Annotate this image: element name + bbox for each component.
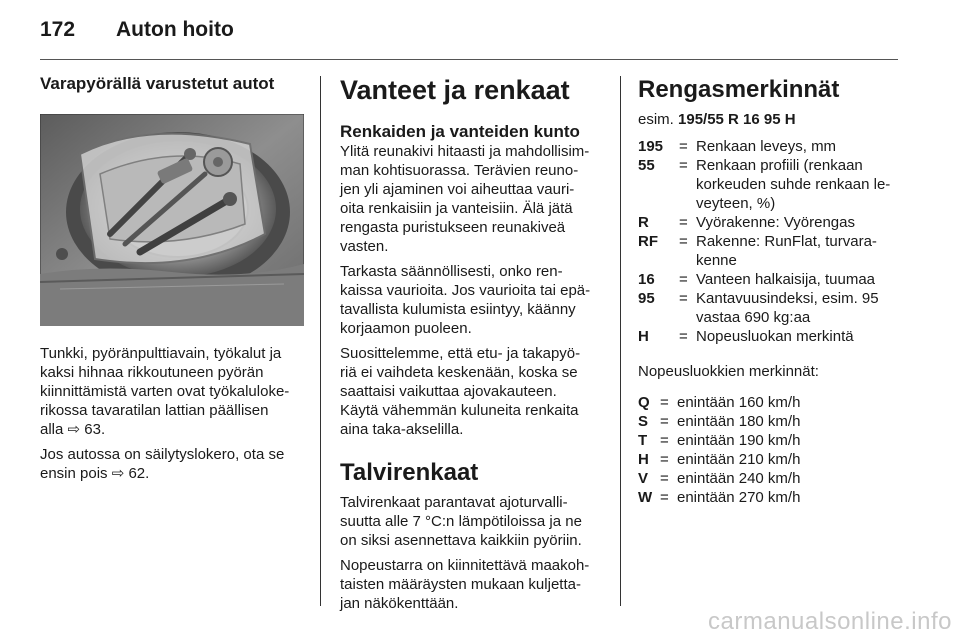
definition-row: R = Vyörakenne: Vyörengas (638, 214, 855, 231)
speed-row: H = enintään 210 km/h (638, 451, 801, 468)
speed-classes-intro: Nopeusluokkien merkinnät: (638, 363, 819, 380)
column-tyre-designations (638, 74, 902, 507)
designation-example: esim. 195/55 R 16 95 H (638, 111, 796, 128)
subsection-title-condition: Renkaiden ja vanteiden kunto (340, 122, 580, 141)
speed-row: V = enintään 240 km/h (638, 470, 801, 487)
paragraph-speed-sticker: Nopeustarra on kiinnitettävä maakoh- taisten määräysten mukaan kuljetta- jan näkökenttään. (340, 557, 590, 612)
page-number: 172 (40, 18, 76, 41)
definition-row: H = Nopeusluokan merkintä (638, 328, 854, 345)
speed-row: T = enintään 190 km/h (638, 432, 801, 449)
speed-classes-list (638, 393, 902, 507)
spare-wheel-tools-photo (40, 114, 304, 326)
definition-row: 16 = Vanteen halkaisija, tuumaa (638, 271, 876, 288)
section-title-wheels-tyres: Vanteet ja renkaat (340, 75, 570, 105)
header-rule (40, 59, 898, 60)
page-header (40, 18, 234, 48)
paragraph-rotation: Suosittelemme, että etu- ja takapyö- riä ei vaihdeta keskenään, koska se saattaisi vaikuttaa ajovakauteen. Käytä vähemmän kuluneita renkaita aina taka-akselilla. (340, 345, 581, 438)
paragraph-kerb: Ylitä reunakivi hitaasti ja mahdollisim- man kohtisuorassa. Terävien reuno- jen yli ajaminen voi aiheuttaa vauri- oita renkaisiin ja vanteisiin. Älä jätä rengasta puristukseen reunakiveä vasten. (340, 143, 590, 255)
paragraph-inspection: Tarkasta säännöllisesti, onko ren- kaissa vaurioita. Jos vaurioita tai epä- tavallista kulumista esiintyy, käänny korjaamon puoleen. (340, 263, 591, 337)
column-wheels-tyres (340, 74, 606, 613)
definition-row: 55 = Renkaan profiili (renkaan korkeuden suhde renkaan le- veyteen, %) (638, 157, 891, 212)
column-divider (320, 76, 321, 606)
watermark: carmanualsonline.info (708, 608, 952, 635)
chapter-title: Auton hoito (116, 18, 234, 41)
definition-row: 195 = Renkaan leveys, mm (638, 138, 837, 155)
definition-row: RF = Rakenne: RunFlat, turvara- kenne (638, 233, 877, 269)
storage-tray-text: Jos autossa on säilytyslokero, ota se ensin pois ⇨ 62. (40, 446, 285, 482)
column-divider (620, 76, 621, 606)
section-heading-spare-wheel: Varapyörällä varustetut autot (40, 74, 275, 93)
section-title-winter-tyres: Talvirenkaat (340, 459, 479, 486)
section-title-tyre-designations: Rengasmerkinnät (638, 76, 840, 103)
paragraph-winter: Talvirenkaat parantavat ajoturvalli- suutta alle 7 °C:n lämpötiloissa ja ne on siksi asennettava kaikkiin pyöriin. (340, 494, 582, 549)
speed-row: W = enintään 270 km/h (638, 489, 801, 506)
speed-row: Q = enintään 160 km/h (638, 394, 801, 411)
column-spare-wheel (40, 74, 304, 483)
speed-row: S = enintään 180 km/h (638, 413, 801, 430)
caption-text: Tunkki, pyöränpulttiavain, työkalut ja kaksi hihnaa rikkoutuneen pyörän kiinnittämistä varten ovat työkaluloke- rikossa tavaratilan lattian päällisen alla ⇨ 63. (40, 345, 290, 438)
definition-row: 95 = Kantavuusindeksi, esim. 95 vastaa 690 kg:aa (638, 290, 879, 326)
designation-definitions (638, 137, 902, 346)
